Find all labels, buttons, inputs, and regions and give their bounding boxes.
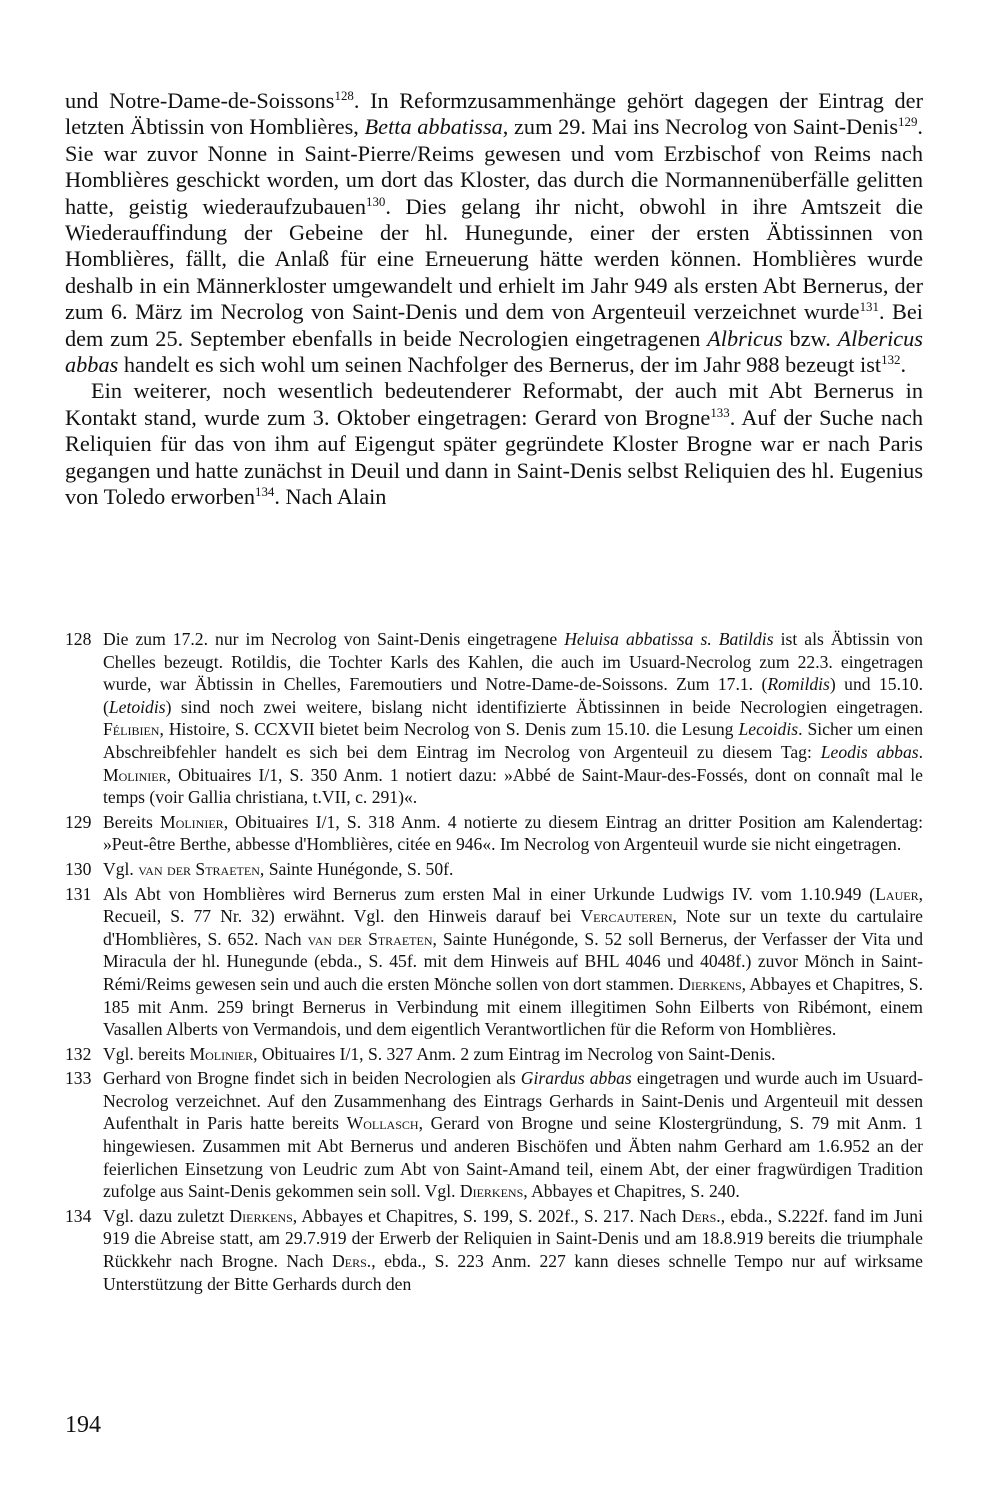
author-name: Molinier [189,1043,254,1064]
footnote-reference: 128 [334,87,354,103]
author-name: Molinier [103,764,167,785]
footnote-text: Die zum 17.2. nur im Necrolog von Saint-Denis eingetragene Heluisa abbatissa s. Batildis ist als Äbtissin von Chelles bezeugt. Rotildis, die Tochter Karls des Kahlen, die auch im Usuard-Necrolog zum 22.3. eingetragen wurde, war Äbtissin in Chelles, Faremoutiers und Notre-Dame-de-Soissons. Zum 17.1. (Romildis) und 15.10. (Letoidis) sind noch zwei weitere, bislang nicht identifizierte Äbtissinnen in beide Necrologien eingetragen. Félibien, Histoire, S. CCXVII bietet beim Necrolog von S. Denis zum 15.10. die Lesung Lecoidis. Sicher um einen Abschreibfehler handelt es sich bei dem Eintrag im Necrolog von Argenteuil zu diesem Tag: Leodis abbas. Molinier, Obituaires I/1, S. 350 Anm. 1 notiert dazu: »Abbé de Saint-Maur-des-Fossés, dont on connaît mal le temps (voir Gallia christiana, t.VII, c. 291)«. [103,629,924,808]
footnote-text: Gerhard von Brogne findet sich in beiden Necrologien als Girardus abbas eingetragen und wurde auch im Usuard-Necrolog verzeichnet. Auf den Zusammenhang des Eintrags Gerhards in Saint-Denis und Argenteuil mit dessen Aufenthalt in Paris hatte bereits Wollasch, Gerard von Brogne und seine Klostergründung, S. 79 mit Anm. 1 hingewiesen. Zusammen mit Abt Bernerus und anderen Bischöfen und Äbten nahm Gerhard am 1.6.952 an der feierlichen Einsetzung von Leudric zum Abt von Saint-Amand teil, einem Abt, der einer fragwürdigen Tradition zufolge aus Saint-Denis gekommen sein soll. Vgl. Dierkens, Abbayes et Chapitres, S. 240. [103,1068,923,1202]
author-name: van der Straeten [307,928,433,949]
footnote-number: 128 [65,629,92,649]
footnote-number: 129 [65,811,92,832]
footnote-reference: 132 [881,352,901,368]
footnote [65,1205,923,1295]
footnote-text: Vgl. bereits Molinier, Obituaires I/1, S. 327 Anm. 2 zum Eintrag im Necrolog von Saint-Denis. [103,1043,776,1064]
footnote-number: 130 [65,858,92,879]
italic-text: Leodis abbas [820,741,919,762]
footnote-text: Bereits Molinier, Obituaires I/1, S. 318 Anm. 4 notierte zu diesem Eintrag an dritter Position am Kalendertag: »Peut-être Berthe, abbesse d'Homblières, citée en 946«. Im Necrolog von Argenteuil wurde sie nicht eingetragen. [103,811,923,855]
footnote-text: Vgl. van der Straeten, Sainte Hunégonde, S. 50f. [103,858,454,879]
footnote-number: 134 [65,1205,92,1226]
author-name: Dierkens [678,973,742,994]
italic-text: Heluisa abbatissa s. Batildis [564,629,774,649]
footnote-number: 132 [65,1043,92,1064]
footnote-reference: 130 [365,193,386,209]
author-name: Wollasch [346,1113,419,1134]
footnotes [65,628,923,1297]
italic-text: Girardus abbas [520,1068,632,1089]
author-name: Dierkens [459,1181,524,1202]
italic-text: Lecoidis [738,719,799,740]
footnote-reference: 131 [859,299,879,315]
footnote [65,858,923,881]
footnote-reference: 134 [254,484,275,500]
footnote [65,1043,923,1066]
italic-text: Albericus abbas [65,325,923,378]
footnote-text: Als Abt von Homblières wird Bernerus zum ersten Mal in einer Urkunde Ludwigs IV. vom 1.10.949 (Lauer, Recueil, S. 77 Nr. 32) erwähnt. Vgl. den Hinweis darauf bei Vercauteren, Note sur un texte du cartulaire d'Homblières, S. 652. Nach van der Straeten, Sainte Hunégonde, S. 52 soll Bernerus, der Verfasser der Vita und Miracula der hl. Hunegunde (ebda., S. 45f. mit dem Hinweis auf BHL 4046 und 4048f.) zuvor Mönch in Saint-Rémi/Reims gewesen sein und auch die ersten Mönche sollen von dort stammen. Dierkens, Abbayes et Chapitres, S. 185 mit Anm. 259 bringt Bernerus in Verbindung mit einem illegitimen Sohn Eilberts von Ribémont, einem Vasallen Alberts von Vermandois, und dem eigentlich Verantwortlichen für die Reform von Homblières. [103,883,923,1040]
footnote-reference: 133 [710,404,730,420]
footnote-number: 131 [65,883,92,904]
author-name: Dierkens [229,1205,293,1226]
footnote [65,883,923,1041]
main-text [65,88,923,511]
body-paragraph-2: Ein weiterer, noch wesentlich bedeutenderer Reformabt, der auch mit Abt Bernerus in Kontakt stand, wurde zum 3. Oktober eingetragen: Gerard von Brogne$^{133}$. Auf der Suche nach Reliquien für das von ihm auf Eigengut später gegründete Kloster Brogne war er nach Paris gegangen und hatte zunächst in Deuil und dann in Saint-Denis selbst Reliquien des hl. Eugenius von Toledo erworben$^{134}$. Nach Alain [65,378,924,510]
author-name: Félibien [103,719,160,740]
author-name: Lauer [875,883,919,904]
author-name: Ders. [332,1251,372,1272]
page-number: 194 [65,1412,101,1438]
footnote-text: Vgl. dazu zuletzt Dierkens, Abbayes et Chapitres, S. 199, S. 202f., S. 217. Nach Ders., ebda., S.222f. fand im Juni 919 die Abreise statt, am 29.7.919 der Erwerb der Reliquien in Saint-Denis und am 18.8.919 bereits die triumphale Rückkehr nach Brogne. Nach Ders., ebda., S. 223 Anm. 227 kann dieses schnelle Tempo nur auf wirksame Unterstützung der Bitte Gerhards durch den [103,1205,923,1294]
italic-text: Romildis [767,674,830,695]
footnote [65,1067,923,1203]
author-name: Vercauteren [580,906,673,927]
author-name: Molinier [160,811,224,832]
author-name: Ders. [681,1205,721,1226]
footnote-number: 133 [65,1068,92,1089]
italic-text: Letoidis [108,696,166,717]
italic-text: Betta abbatissa [364,114,503,140]
footnote-reference: 129 [898,114,918,130]
body-paragraph-1: und Notre-Dame-de-Soissons$^{128}$. In Reformzusammenhänge gehört dagegen der Eintrag der letzten Äbtissin von Homblières, Betta abbatissa, zum 29. Mai ins Necrolog von Saint-Denis$^{129}$. Sie war zuvor Nonne in Saint-Pierre/Reims gewesen und vom Erzbischof von Reims nach Homblières geschickt worden, um dort das Kloster, das durch die Normannenüberfälle gelitten hatte, geistig wiederaufzubauen$^{130}$. Dies gelang ihr nicht, obwohl in ihre Amtszeit die Wiederauffindung der Gebeine der hl. Hunegunde, einer der ersten Äbtissinnen von Homblières, fällt, die Anlaß für eine Erneuerung hätte werden können. Homblières wurde deshalb in ein Männerkloster umgewandelt und erhielt im Jahr 949 als ersten Abt Bernerus, der zum 6. März im Necrolog von Saint-Denis und dem von Argenteuil verzeichnet wurde$^{131}$. Bei dem zum 25. September ebenfalls in beide Necrologien eingetragenen Albricus bzw. Albericus abbas handelt es sich wohl um seinen Nachfolger des Bernerus, der im Jahr 988 bezeugt ist$^{132}$. [65,87,923,378]
footnote [65,811,923,856]
author-name: van der Straeten [138,858,260,879]
italic-text: Albricus [707,325,783,351]
footnote [65,628,923,809]
